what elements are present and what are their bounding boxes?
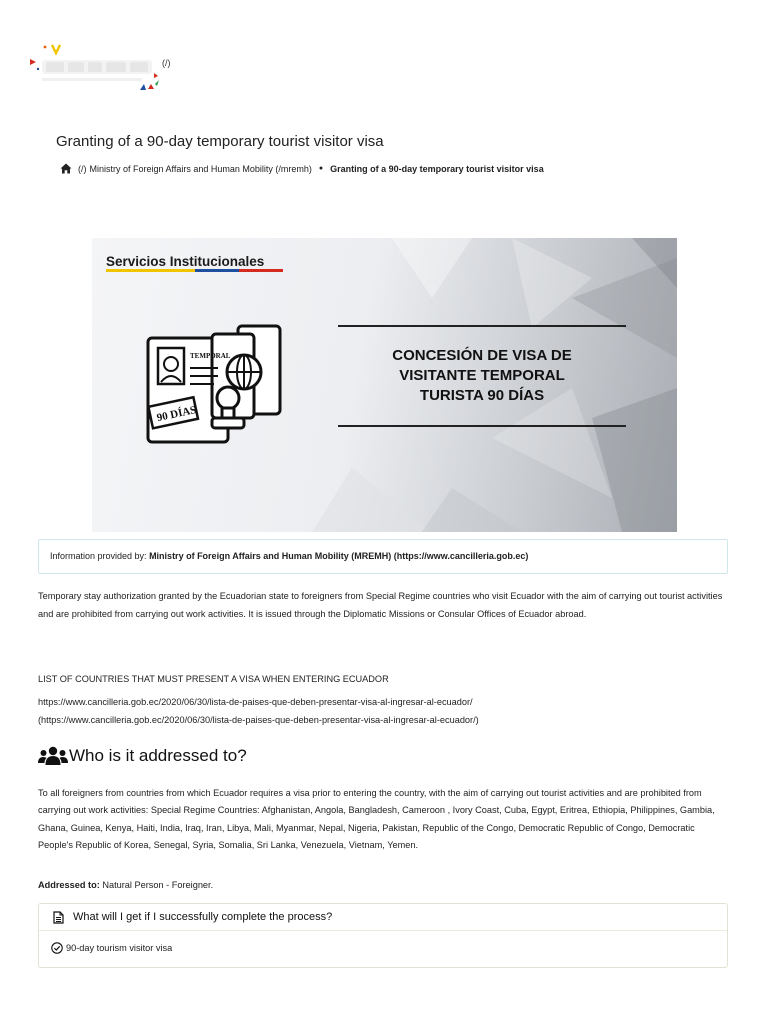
information-provider-box [38, 539, 728, 574]
countries-list-link[interactable] [38, 694, 728, 729]
addressed-to-label: Addressed to: [38, 880, 100, 890]
banner-title-line: TURISTA 90 DÍAS [419, 387, 545, 404]
audience-title: Who is it addressed to? [69, 746, 247, 765]
audience-description: To all foreigners from countries from which Ecuador requires a visa prior to entering the country, with the aim of carrying out tourist activities and are prohibited from carrying out work activities: Special Regime Countries: Afghanistan, Angola, Bangladesh, Cameroon , Ivory Coast, Cuba, Egypt, Eritrea, Ethiopia, Philippines, Gambia, Ghana, Guinea, Kenya, Haiti, India, Iraq, Iran, Libya, Mali, Myanmar, Nepal, Nigeria, Pakistan, Republic of the Congo, Democratic Republic of Congo, Democratic People's Republic of Korea, Senegal, Syria, Somalia, Sri Lanka, Venezuela, Vietnam, Yemen. [38, 788, 715, 850]
outcome-panel-header[interactable] [39, 904, 727, 931]
breadcrumb-separator: ● [318, 165, 324, 172]
document-icon [53, 911, 64, 924]
page-title: Granting of a 90-day temporary tourist visitor visa [56, 133, 384, 150]
countries-list-url[interactable]: https://www.cancilleria.gob.ec/2020/06/30/lista-de-paises-que-deben-presentar-visa-al-ingresar-al-ecuador/ [38, 697, 473, 707]
home-icon[interactable] [60, 163, 72, 174]
info-provider-link[interactable]: Ministry of Foreign Affairs and Human Mobility (MREMH) (https://www.cancilleria.gob.ec) [149, 551, 529, 561]
breadcrumb-parent-link[interactable]: Ministry of Foreign Affairs and Human Mobility (/mremh) [89, 163, 312, 174]
banner-title-line: CONCESIÓN DE VISA DE [392, 347, 572, 364]
check-circle-icon [51, 942, 63, 954]
countries-list-url-paren[interactable]: (https://www.cancilleria.gob.ec/2020/06/30/lista-de-paises-que-deben-presentar-visa-al-ingresar-al-ecuador/) [38, 714, 479, 725]
countries-list-heading: LIST OF COUNTRIES THAT MUST PRESENT A VISA WHEN ENTERING ECUADOR [38, 674, 389, 684]
info-prefix: Information provided by: [50, 551, 150, 561]
breadcrumb-home-link[interactable]: (/) [78, 163, 87, 174]
addressed-to [38, 880, 213, 890]
outcome-panel-body [39, 931, 727, 954]
users-icon [38, 746, 68, 766]
banner-flag-stripe [106, 269, 283, 272]
outcome-question: What will I get if I successfully complete the process? [73, 911, 333, 923]
outcome-panel [38, 903, 728, 968]
logo-home-link[interactable]: (/) [162, 58, 171, 68]
addressed-to-value: Natural Person - Foreigner. [99, 880, 214, 890]
banner-top-rule [338, 325, 626, 327]
ecuador-government-logo[interactable] [28, 40, 178, 98]
audience-section-heading [38, 746, 247, 766]
outcome-result: 90-day tourism visitor visa [66, 943, 173, 953]
stamp-text: 90 DÍAS [155, 404, 198, 425]
banner-title-line: VISITANTE TEMPORAL [399, 367, 565, 384]
service-description: Temporary stay authorization granted by the Ecuadorian state to foreigners from Special Regime countries who visit Ecuador with the aim of carrying out tourist activities and are prohibited from carrying out work activities. It is issued through the Diplomatic Missions or Consular Offices of Ecuador abroad. [38, 591, 723, 619]
breadcrumb [60, 163, 544, 174]
banner-bottom-rule [338, 425, 626, 427]
visa-passport-icon [142, 324, 282, 454]
breadcrumb-current: Granting of a 90-day temporary tourist visitor visa [330, 163, 544, 174]
passport-label: TEMPORAL [190, 352, 231, 360]
banner-title [342, 346, 622, 406]
banner-heading: Servicios Institucionales [106, 254, 265, 269]
service-banner-image [92, 238, 677, 532]
